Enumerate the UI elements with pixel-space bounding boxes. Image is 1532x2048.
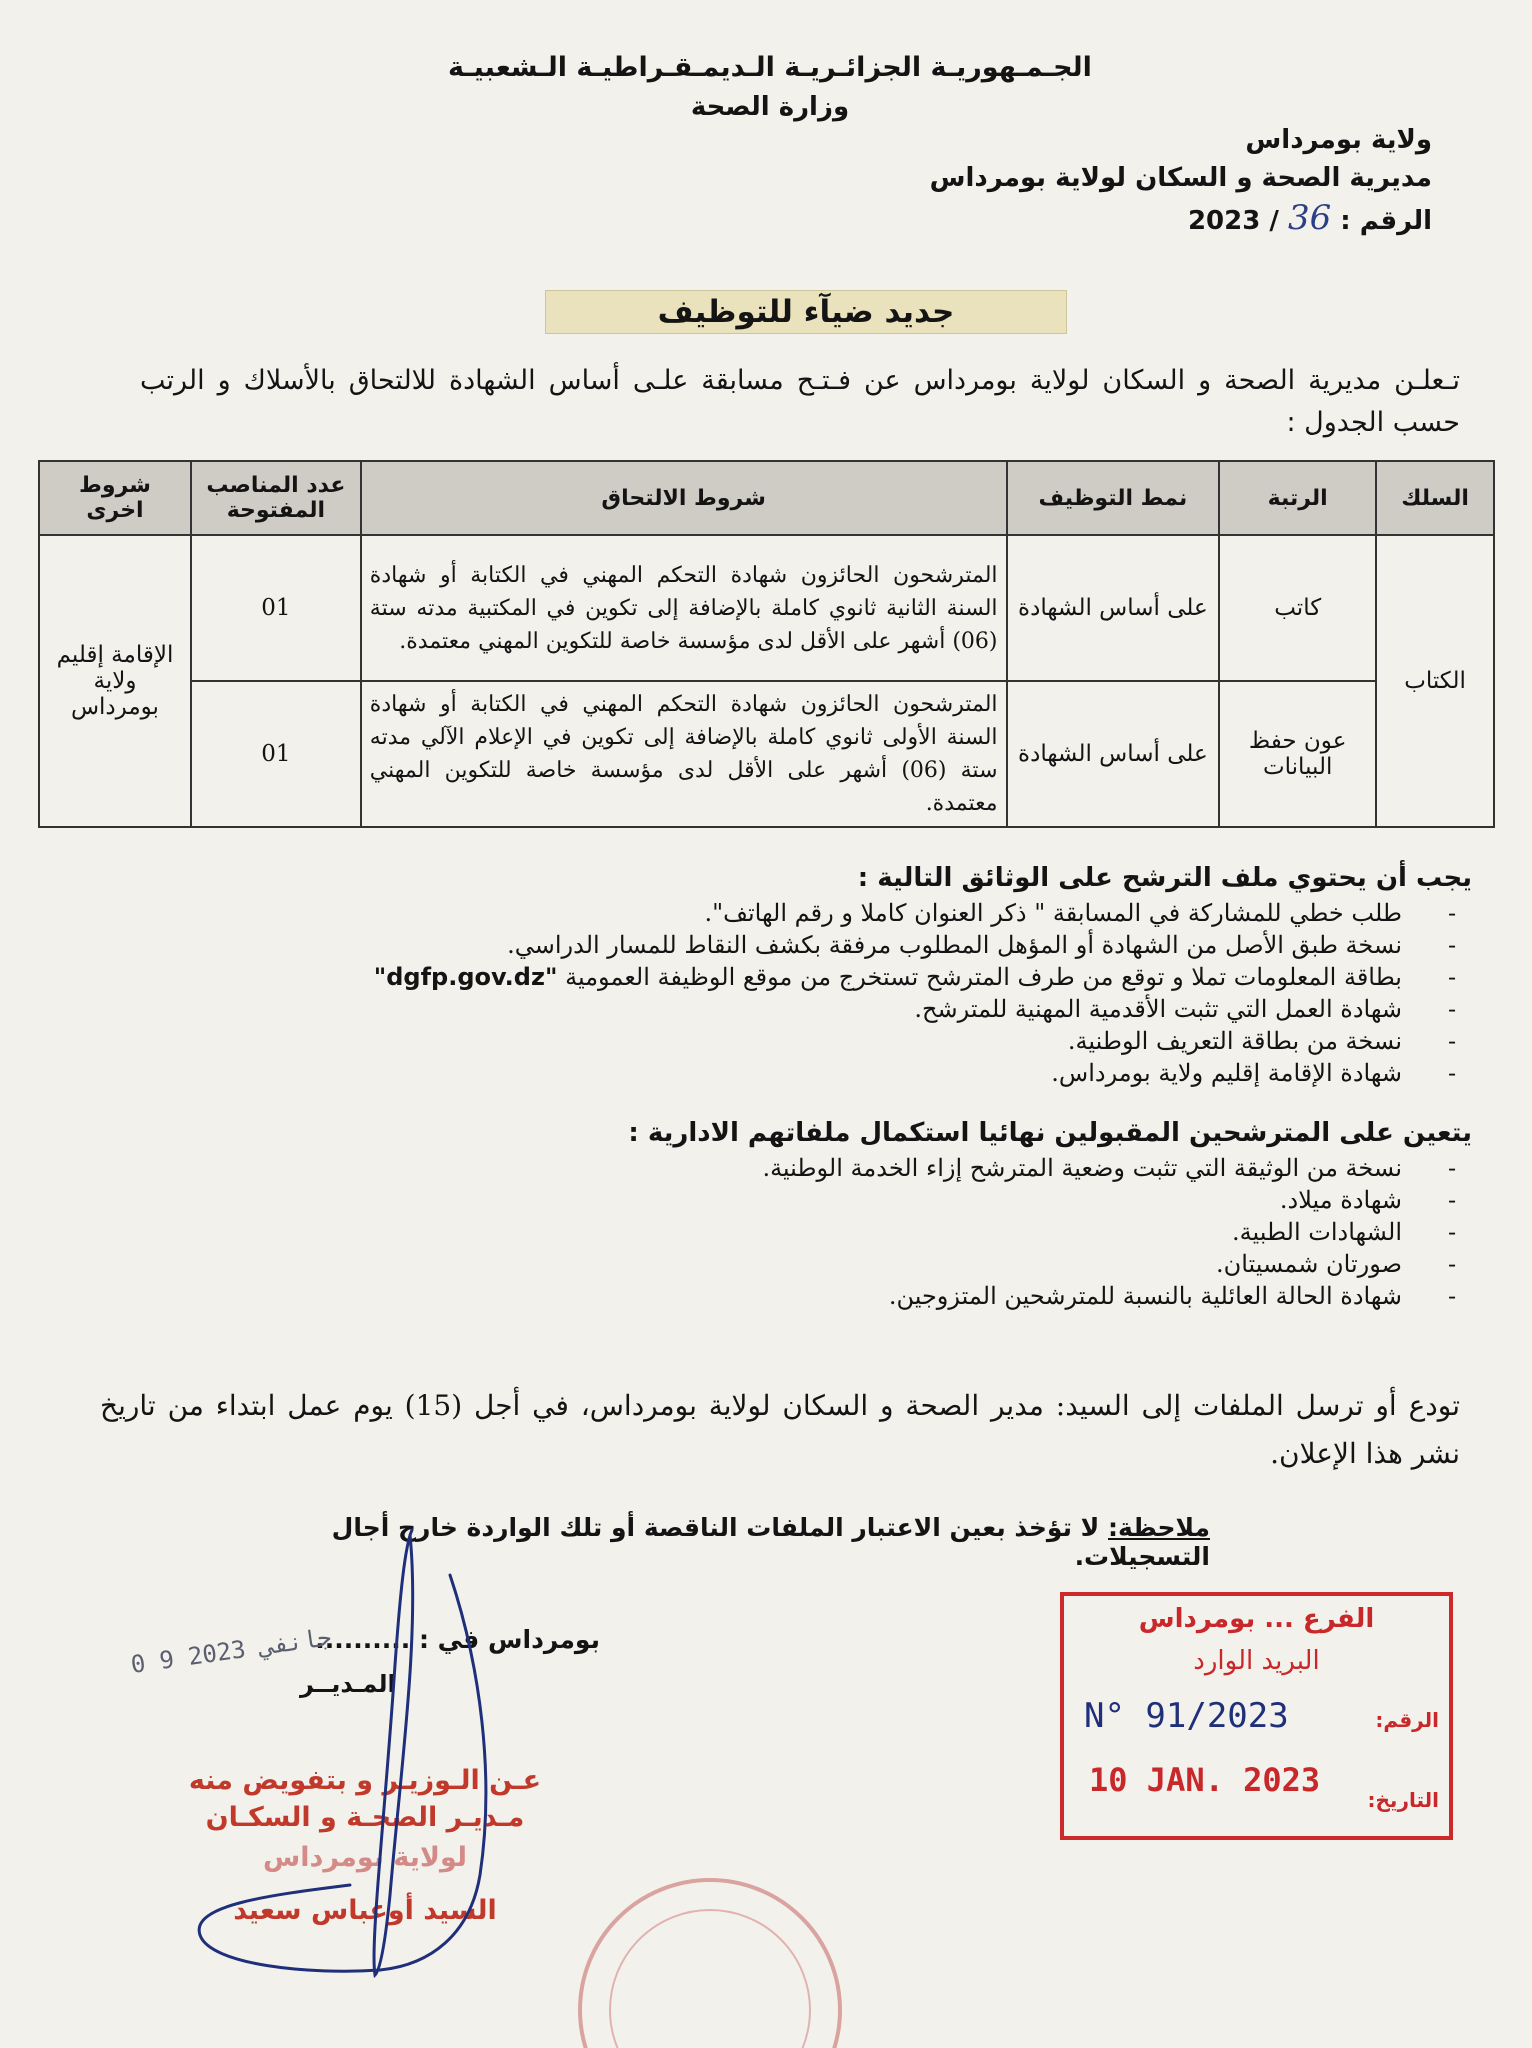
mode-cell: على أساس الشهادة [1007, 681, 1220, 827]
director-title-line: مـديـر الصحـة و السكـان [205, 1802, 525, 1833]
positions-cell: 01 [191, 681, 361, 827]
list-item [62, 1248, 1462, 1280]
list-item [62, 1280, 1462, 1312]
list-dash: - [1447, 1186, 1457, 1214]
list-item-text: نسخة طبق الأصل من الشهادة أو المؤهل المطلوب مرفقة بكشف النقاط للمسار الدراسي. [507, 931, 1402, 959]
stamp-mail-label: البريد الوارد [1193, 1646, 1320, 1676]
date-dots: .......... [315, 1625, 411, 1654]
table-header-row [39, 461, 1494, 535]
stamp-number: N° 91/2023 [1084, 1696, 1289, 1736]
stamp-date-label: التاريخ: [1367, 1788, 1439, 1812]
submission-paragraph: تودع أو ترسل الملفات إلى السيد: مدير الصحة و السكان لولاية بومرداس، في أجل (15) يوم عمل ابتداء من تاريخ نشر هذا الإعلان. [100, 1389, 1460, 1470]
other-conditions-cell: الإقامة إقليم ولاية بومرداس [39, 535, 191, 827]
stamp-number-label: الرقم: [1375, 1708, 1439, 1732]
list-dash: - [1447, 899, 1457, 927]
header-positions: عدد المناصب المفتوحة [191, 461, 361, 535]
corps-cell: الكتاب [1376, 535, 1494, 827]
directorate-name: مديرية الصحة و السكان لولاية بومرداس [929, 163, 1432, 193]
list-item [62, 1025, 1462, 1057]
wilaya-line: لولاية بومرداس [262, 1842, 468, 1873]
conditions-cell: المترشحون الحائزون شهادة التحكم المهني في الكتابة أو شهادة السنة الأولى ثانوي كاملة بالإضافة إلى تكوين في الإعلام الآلي مدته ستة (06) أشهر على الأقل لدى مؤسسة خاصة للتكوين المهني معتمدة. [361, 681, 1007, 827]
info-card-text: بطاقة المعلومات تملا و توقع من طرف المترشح تستخرج من موقع الوظيفة العمومية [565, 963, 1402, 991]
list-dash: - [1447, 1218, 1457, 1246]
list-dash: - [1447, 931, 1457, 959]
list-dash: - [1447, 1059, 1457, 1087]
intro-paragraph: تـعلـن مديرية الصحة و السكان لولاية بومرداس عن فـتـح مسابقة علـى أساس الشهادة للالتحاق بالأسلاك و الرتب حسب الجدول : [140, 365, 1460, 438]
header-mode: نمط التوظيف [1007, 461, 1220, 535]
list-dash: - [1447, 963, 1457, 991]
documents-list [62, 897, 1462, 1089]
note-label: ملاحظة: [1108, 1513, 1210, 1542]
announcement-title: جديد ضيآء للتوظيف [545, 290, 1067, 334]
list-item-text: نسخة من الوثيقة التي تثبت وضعية المترشح إزاء الخدمة الوطنية. [762, 1154, 1402, 1182]
reference-year: / 2023 [1187, 206, 1279, 236]
director-title: المـديــر [300, 1670, 396, 1698]
place-label: بومرداس في : [418, 1625, 600, 1654]
list-item-text: نسخة من بطاقة التعريف الوطنية. [1067, 1027, 1402, 1055]
list-dash: - [1447, 1027, 1457, 1055]
list-item-text: شهادة العمل التي تثبت الأقدمية المهنية للمترشح. [914, 995, 1402, 1023]
list-item [62, 1184, 1462, 1216]
list-item [62, 1057, 1462, 1089]
conditions-cell: المترشحون الحائزون شهادة التحكم المهني في الكتابة أو شهادة السنة الثانية ثانوي كاملة بالإضافة إلى تكوين في المكتبية مدته ستة (06) أشهر على الأقل لدى مؤسسة خاصة للتكوين المهني معتمدة. [361, 535, 1007, 681]
delegation-line: عـن الـوزيـر و بتفويض منه [188, 1765, 542, 1796]
reference-label: الرقم : [1340, 206, 1432, 236]
signatory-name: السيد أوعباس سعيد [233, 1895, 497, 1926]
list-item-text: طلب خطي للمشاركة في المسابقة " ذكر العنوان كاملا و رقم الهاتف". [704, 899, 1402, 927]
list-item [62, 1152, 1462, 1184]
positions-cell: 01 [191, 535, 361, 681]
rank-cell: كاتب [1219, 535, 1376, 681]
list-dash: - [1447, 1154, 1457, 1182]
list-dash: - [1447, 1250, 1457, 1278]
header-other: شروط اخرى [39, 461, 191, 535]
positions-table [38, 460, 1495, 828]
wilaya-name: ولاية بومرداس [1245, 125, 1432, 155]
reference-line [1188, 198, 1432, 238]
header-corps: السلك [1376, 461, 1494, 535]
note-text: لا تؤخذ بعين الاعتبار الملفات الناقصة أو تلك الواردة خارج أجال التسجيلات. [331, 1513, 1210, 1571]
list-item-text: شهادة الحالة العائلية بالنسبة للمترشحين المتزوجين. [888, 1282, 1402, 1310]
ministry-header: وزارة الصحة [690, 92, 850, 122]
reference-number: 36 [1287, 198, 1332, 238]
documents-heading: يجب أن يحتوي ملف الترشح على الوثائق التالية : [857, 863, 1472, 893]
list-dash: - [1447, 995, 1457, 1023]
list-item [62, 993, 1462, 1025]
list-item-text: شهادة الإقامة إقليم ولاية بومرداس. [1051, 1059, 1402, 1087]
table-row [39, 681, 1494, 827]
stamp-date: 10 JAN. 2023 [1089, 1761, 1321, 1799]
list-item [62, 897, 1462, 929]
website-link[interactable]: "dgfp.gov.dz" [373, 963, 558, 991]
rank-cell: عون حفظ البيانات [1219, 681, 1376, 827]
admin-docs-list [62, 1152, 1462, 1312]
round-seal [560, 1860, 860, 2048]
list-item-text: شهادة ميلاد. [1279, 1186, 1402, 1214]
list-dash: - [1447, 1282, 1457, 1310]
admin-docs-heading: يتعين على المترشحين المقبولين نهائيا استكمال ملفاتهم الادارية : [628, 1118, 1472, 1148]
list-item [62, 961, 1462, 993]
header-conditions: شروط الالتحاق [361, 461, 1007, 535]
table-row [39, 535, 1494, 681]
republic-header: الجـمـهوريـة الجزائـريـة الـديمـقـراطيـة الـشعبيـة [448, 52, 1092, 83]
date-stamp: 0 9 جانفي 2023 [129, 1623, 334, 1679]
list-item [62, 1216, 1462, 1248]
header-rank: الرتبة [1219, 461, 1376, 535]
mode-cell: على أساس الشهادة [1007, 535, 1220, 681]
stamp-office: الفرع ... بومرداس [1138, 1604, 1375, 1634]
list-item-text: الشهادات الطبية. [1232, 1218, 1402, 1246]
list-item-text: صورتان شمسيتان. [1215, 1250, 1402, 1278]
incoming-mail-stamp [1060, 1592, 1453, 1840]
list-item [62, 929, 1462, 961]
signature-scribble [150, 1515, 570, 1985]
list-item-text [374, 961, 1402, 993]
